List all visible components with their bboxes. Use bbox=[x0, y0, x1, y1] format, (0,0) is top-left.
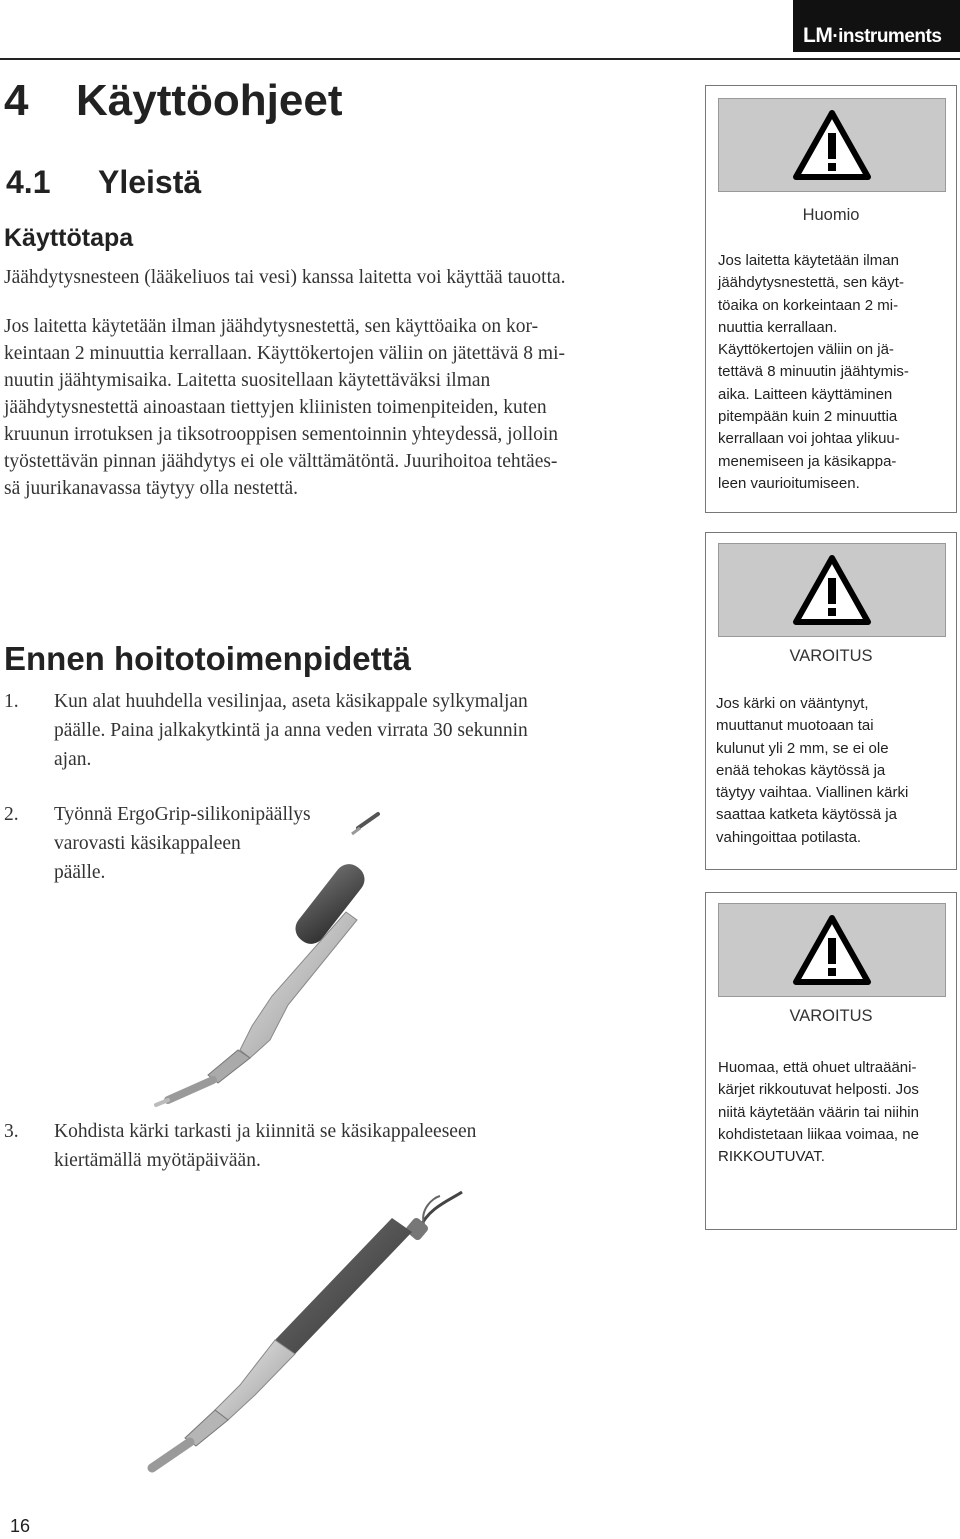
step-line: varovasti käsikappaleen bbox=[54, 833, 241, 854]
paragraph-line: Jos laitetta käytetään ilman jäähdytysnestettä, sen käyttöaika on kor- bbox=[4, 316, 539, 337]
step-line: päälle. bbox=[54, 862, 106, 883]
paragraph-line: työstettävän pinnan jäähdytys ei ole välttämätöntä. Juurihoitoa tehtäes- bbox=[4, 451, 558, 472]
warning-triangle-icon bbox=[792, 109, 872, 181]
warning-triangle-icon bbox=[792, 914, 872, 986]
paragraph-line: keintaan 2 minuuttia kerrallaan. Käyttökertojen väliin on jätettävä 8 mi- bbox=[4, 343, 565, 364]
notice-label: Huomio bbox=[802, 206, 860, 224]
notice-line: töaika on korkeintaan 2 mi- bbox=[718, 296, 899, 314]
warning-label: VAROITUS bbox=[789, 647, 873, 665]
paragraph-line: nuutin jäähtymisaika. Laitetta suositellaan käytettäväksi ilman bbox=[4, 370, 491, 391]
tip-part bbox=[352, 814, 378, 834]
warning-line: enää tehokas käytössä ja bbox=[716, 761, 886, 779]
warning-text bbox=[716, 693, 952, 849]
logo-rest: ·instruments bbox=[832, 26, 942, 47]
step-3-text bbox=[54, 1117, 654, 1175]
notice-line: aika. Laitteen käyttäminen bbox=[718, 385, 893, 403]
chapter-heading bbox=[4, 76, 342, 126]
step-2-number: 2. bbox=[4, 804, 19, 825]
ultrasonic-tip bbox=[420, 1192, 462, 1228]
brand-logo bbox=[803, 24, 941, 48]
step-line: Kohdista kärki tarkasti ja kiinnitä se käsikappaleeseen bbox=[54, 1121, 477, 1142]
notice-line: Jos laitetta käytetään ilman bbox=[718, 252, 899, 269]
warning-line: kulunut yli 2 mm, se ei ole bbox=[716, 739, 889, 757]
step-1-text bbox=[54, 687, 654, 774]
paragraph-line: jäähdytysnestettä ainoastaan tiettyjen kliinisten toimenpiteiden, kuten bbox=[4, 397, 547, 418]
handpiece-body-mounted bbox=[215, 1340, 295, 1420]
notice-line: pitempään kuin 2 minuuttia bbox=[718, 408, 898, 426]
before-treatment-heading: Ennen hoitotoimenpidettä bbox=[4, 640, 411, 677]
warning-box-bent-tip bbox=[705, 532, 957, 870]
chapter-number: 4 bbox=[4, 76, 29, 125]
warning-line: vahingoittaa potilasta. bbox=[716, 828, 862, 846]
warning-panel bbox=[718, 543, 946, 637]
chapter-title: Käyttöohjeet bbox=[76, 76, 343, 125]
notice-line: nuuttia kerrallaan. bbox=[718, 318, 838, 336]
warning-line: kärjet rikkoutuvat helposti. Jos bbox=[718, 1081, 919, 1099]
handpiece-tip-illustration bbox=[90, 1180, 490, 1480]
warning-box-fragile-tips bbox=[705, 892, 957, 1230]
handpiece-sleeve-illustration bbox=[110, 800, 410, 1110]
warning-triangle-icon bbox=[792, 554, 872, 626]
section-number: 4.1 bbox=[6, 164, 51, 200]
logo-lm: LM bbox=[803, 24, 833, 47]
page-number: 16 bbox=[10, 1516, 31, 1536]
notice-line: leen vaurioitumiseen. bbox=[718, 474, 860, 492]
step-3-number: 3. bbox=[4, 1121, 19, 1142]
notice-text bbox=[718, 250, 952, 495]
warning-line: saattaa katketa käytössä ja bbox=[716, 806, 897, 824]
notice-line: kerrallaan voi johtaa ylikuu- bbox=[718, 430, 900, 448]
paragraph-line: kruunun irrotuksen ja tiksotrooppisen sementoinnin yhteydessä, jolloin bbox=[4, 424, 559, 445]
paragraph-line: sä juurikanavassa täytyy olla nestettä. bbox=[4, 478, 299, 499]
paragraph-coolant: Jäähdytysnesteen (lääkeliuos tai vesi) kanssa laitetta voi käyttää tauotta. bbox=[4, 267, 566, 288]
step-line: Kun alat huuhdella vesilinjaa, aseta käsikappale sylkymaljan bbox=[54, 691, 528, 712]
warning-line: Huomaa, että ohuet ultraääni- bbox=[718, 1059, 917, 1076]
step-1-number: 1. bbox=[4, 691, 19, 712]
warning-panel bbox=[718, 903, 946, 997]
warning-panel bbox=[718, 98, 946, 192]
paragraph-dry-use bbox=[4, 313, 684, 502]
warning-label: VAROITUS bbox=[789, 1007, 873, 1025]
warning-line: täytyy vaihtaa. Viallinen kärki bbox=[716, 784, 909, 802]
notice-line: Käyttökertojen väliin on jä- bbox=[718, 341, 894, 359]
step-line: päälle. Paina jalkakytkintä ja anna veden virrata 30 sekunnin bbox=[54, 720, 528, 741]
notice-line: jäähdytysnestettä, sen käyt- bbox=[718, 274, 904, 292]
notice-line: menemiseen ja käsikappa- bbox=[718, 452, 897, 470]
warning-line: niitä käytetään väärin tai niihin bbox=[718, 1103, 919, 1121]
warning-line: kohdistetaan liikaa voimaa, ne bbox=[718, 1125, 919, 1143]
subsection-title: Käyttötapa bbox=[4, 224, 134, 252]
step-line: kiertämällä myötäpäivään. bbox=[54, 1150, 261, 1171]
ergogrip-sleeve-mounted bbox=[275, 1218, 412, 1354]
notice-line: tettävä 8 minuutin jäähtymis- bbox=[718, 363, 909, 381]
section-title: Yleistä bbox=[98, 164, 202, 200]
warning-line: RIKKOUTUVAT. bbox=[718, 1148, 825, 1166]
header-rule bbox=[0, 58, 960, 60]
warning-line: muuttanut muotoaan tai bbox=[716, 717, 874, 735]
warning-line: Jos kärki on vääntynyt, bbox=[716, 695, 869, 712]
notice-box-huomio bbox=[705, 85, 957, 513]
step-line: Työnnä ErgoGrip-silikonipäällys bbox=[54, 804, 311, 825]
step-line: ajan. bbox=[54, 749, 92, 770]
section-heading bbox=[6, 164, 201, 201]
warning-text bbox=[718, 1057, 954, 1168]
